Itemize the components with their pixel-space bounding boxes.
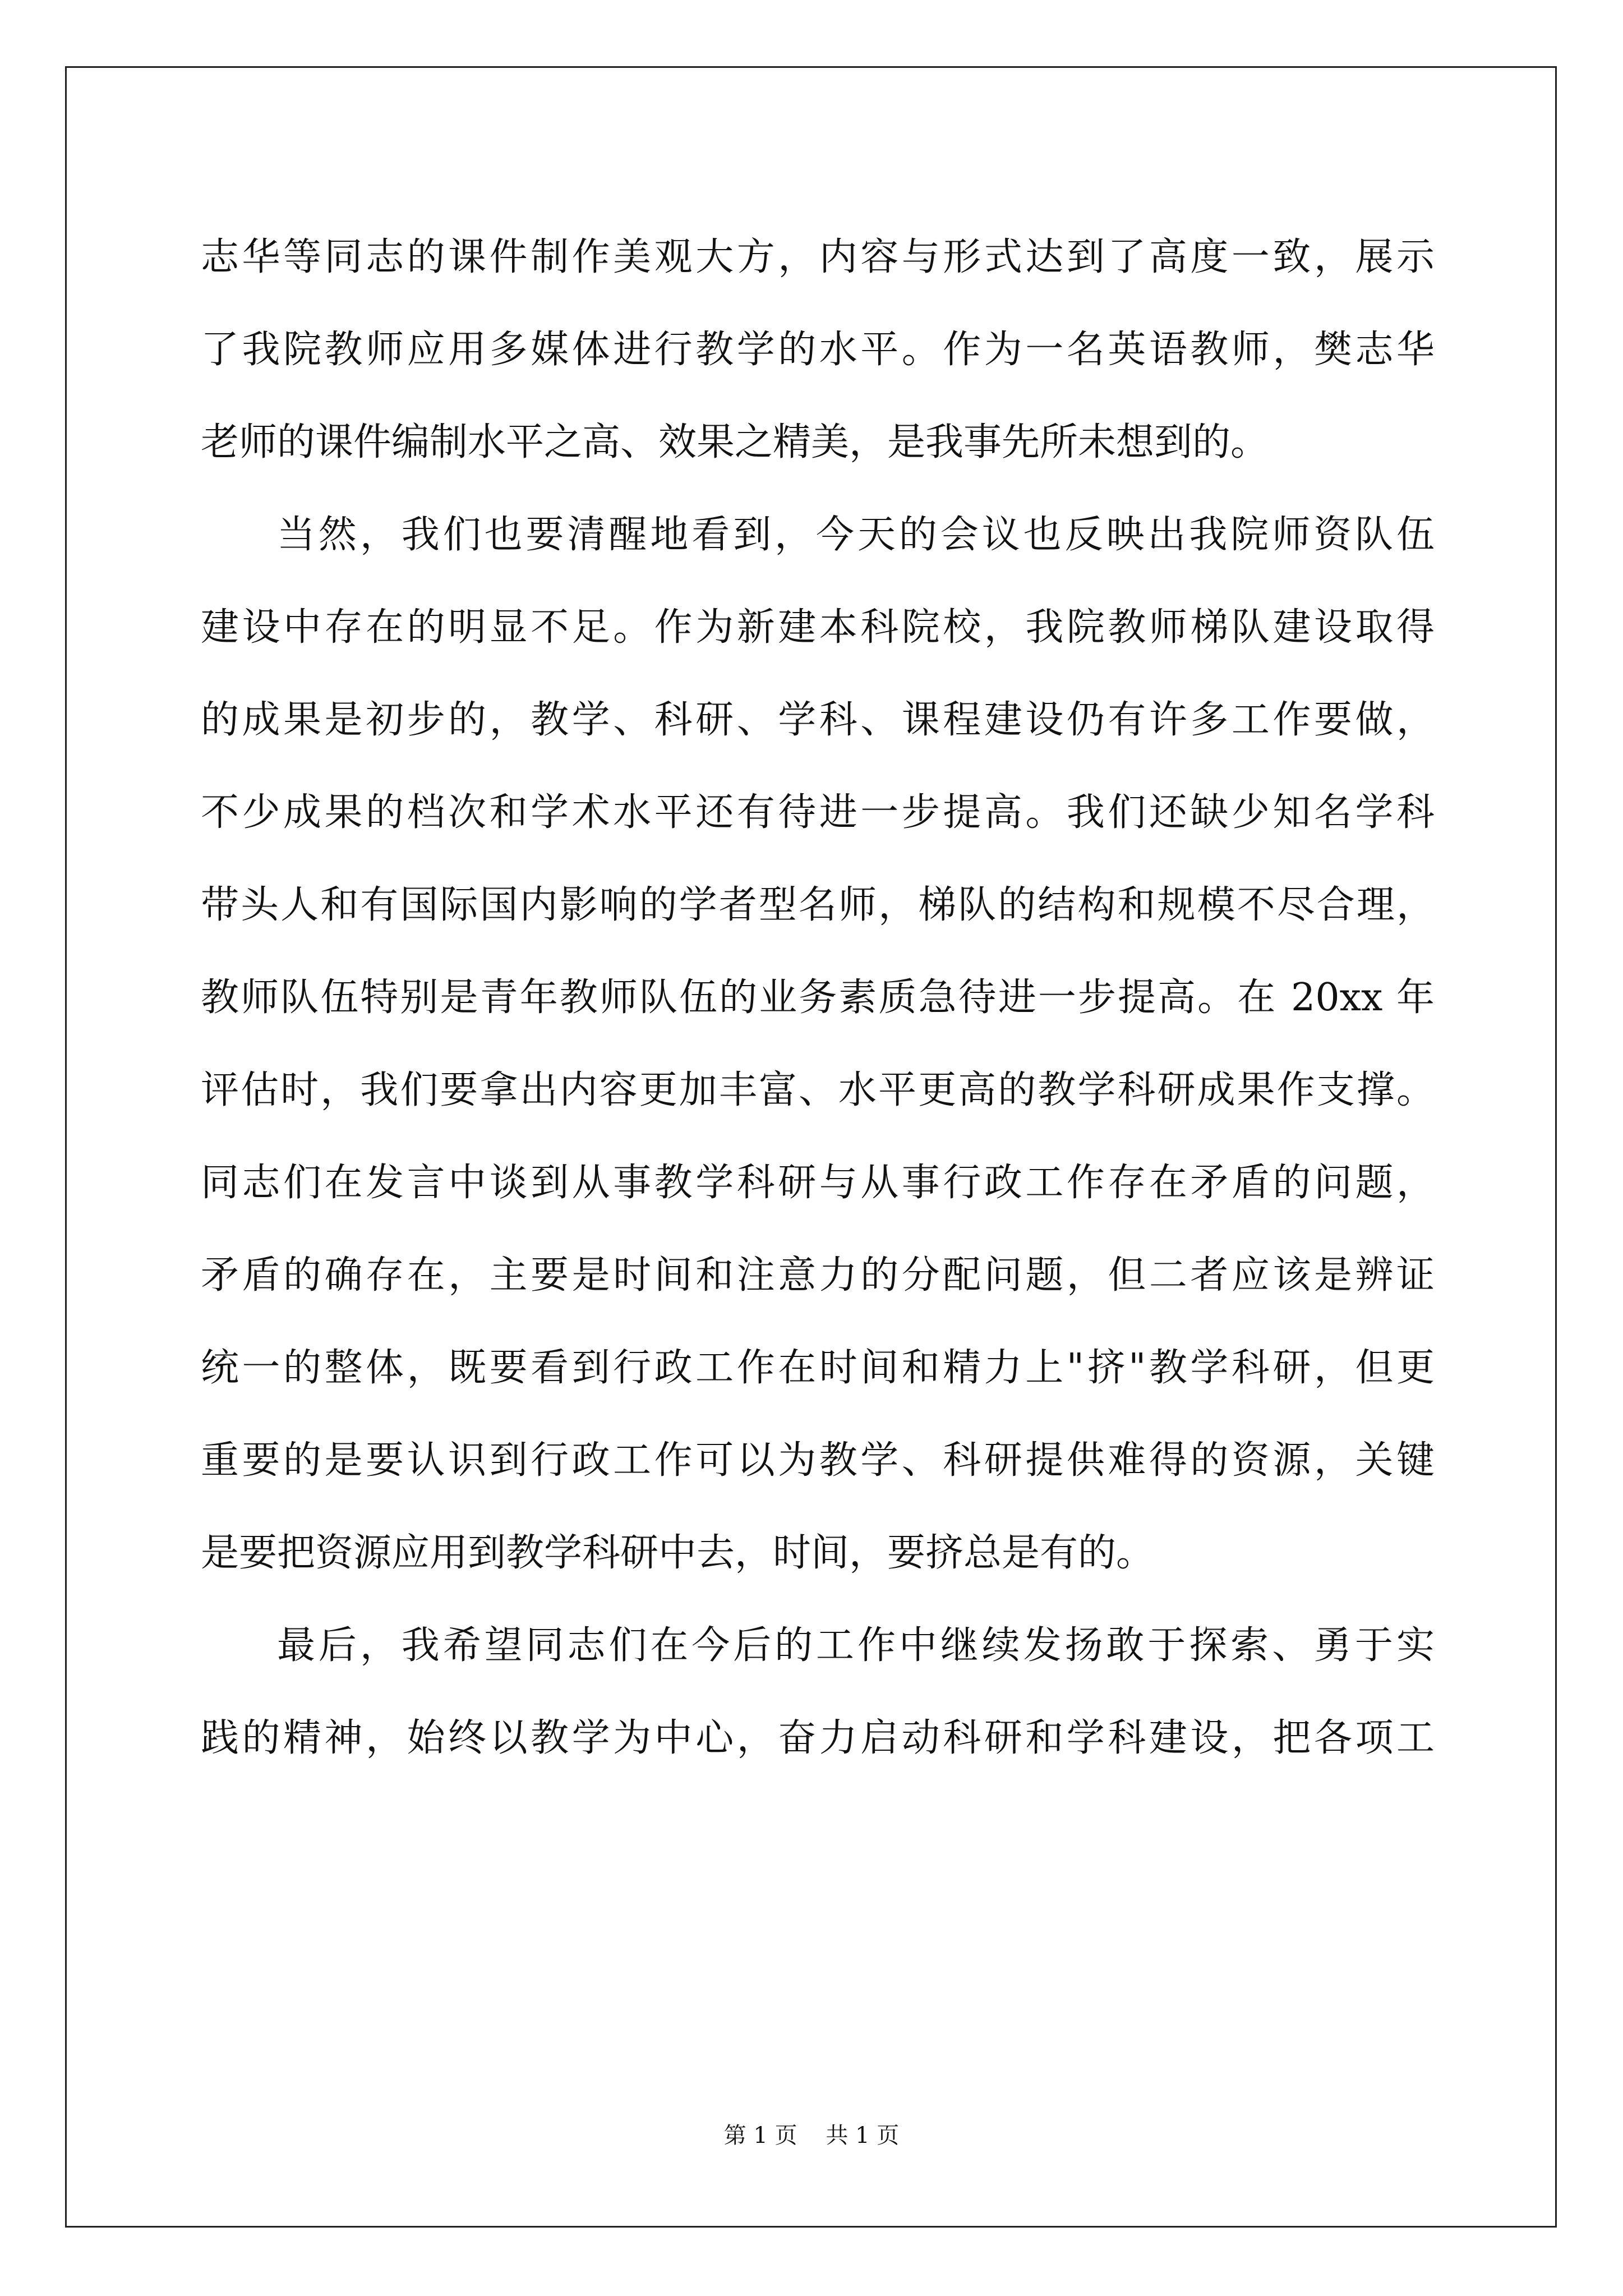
text-line: 统一的整体，既要看到行政工作在时间和精力上"挤"教学科研，但更 [201, 1346, 1435, 1390]
text-line: 是要把资源应用到教学科研中去，时间，要挤总是有的。 [201, 1531, 1155, 1575]
text-line: 评估时，我们要拿出内容更加丰富、水平更高的教学科研成果作支撑。 [201, 1068, 1435, 1112]
text-line: 教师队伍特别是青年教师队伍的业务素质急待进一步提高。在 20xx 年 [201, 976, 1435, 1020]
paragraph-start-line: 最后，我希望同志们在今后的工作中继续发扬敢于探索、勇于实 [277, 1623, 1435, 1668]
paragraph-start-line: 当然，我们也要清醒地看到，今天的会议也反映出我院师资队伍 [277, 513, 1435, 557]
text-line: 建设中存在的明显不足。作为新建本科院校，我院教师梯队建设取得 [201, 605, 1435, 650]
document-body [201, 211, 1435, 1784]
text-line: 践的精神，始终以教学为中心，奋力启动科研和学科建设，把各项工 [201, 1716, 1435, 1760]
text-line: 志华等同志的课件制作美观大方，内容与形式达到了高度一致，展示 [201, 235, 1435, 279]
text-line: 矛盾的确存在，主要是时间和注意力的分配问题，但二者应该是辨证 [201, 1253, 1435, 1297]
page-number-footer: 第 1 页 共 1 页 [723, 2123, 900, 2148]
text-line: 不少成果的档次和学术水平还有待进一步提高。我们还缺少知名学科 [201, 790, 1435, 835]
text-line: 同志们在发言中谈到从事教学科研与从事行政工作存在矛盾的问题， [201, 1161, 1435, 1205]
text-line: 带头人和有国际国内影响的学者型名师，梯队的结构和规模不尽合理， [201, 883, 1435, 927]
text-line: 重要的是要认识到行政工作可以为教学、科研提供难得的资源，关键 [201, 1438, 1435, 1483]
text-line: 的成果是初步的，教学、科研、学科、课程建设仍有许多工作要做， [201, 698, 1435, 742]
text-line: 老师的课件编制水平之高、效果之精美，是我事先所未想到的。 [201, 420, 1269, 464]
text-line: 了我院教师应用多媒体进行教学的水平。作为一名英语教师，樊志华 [201, 328, 1435, 372]
